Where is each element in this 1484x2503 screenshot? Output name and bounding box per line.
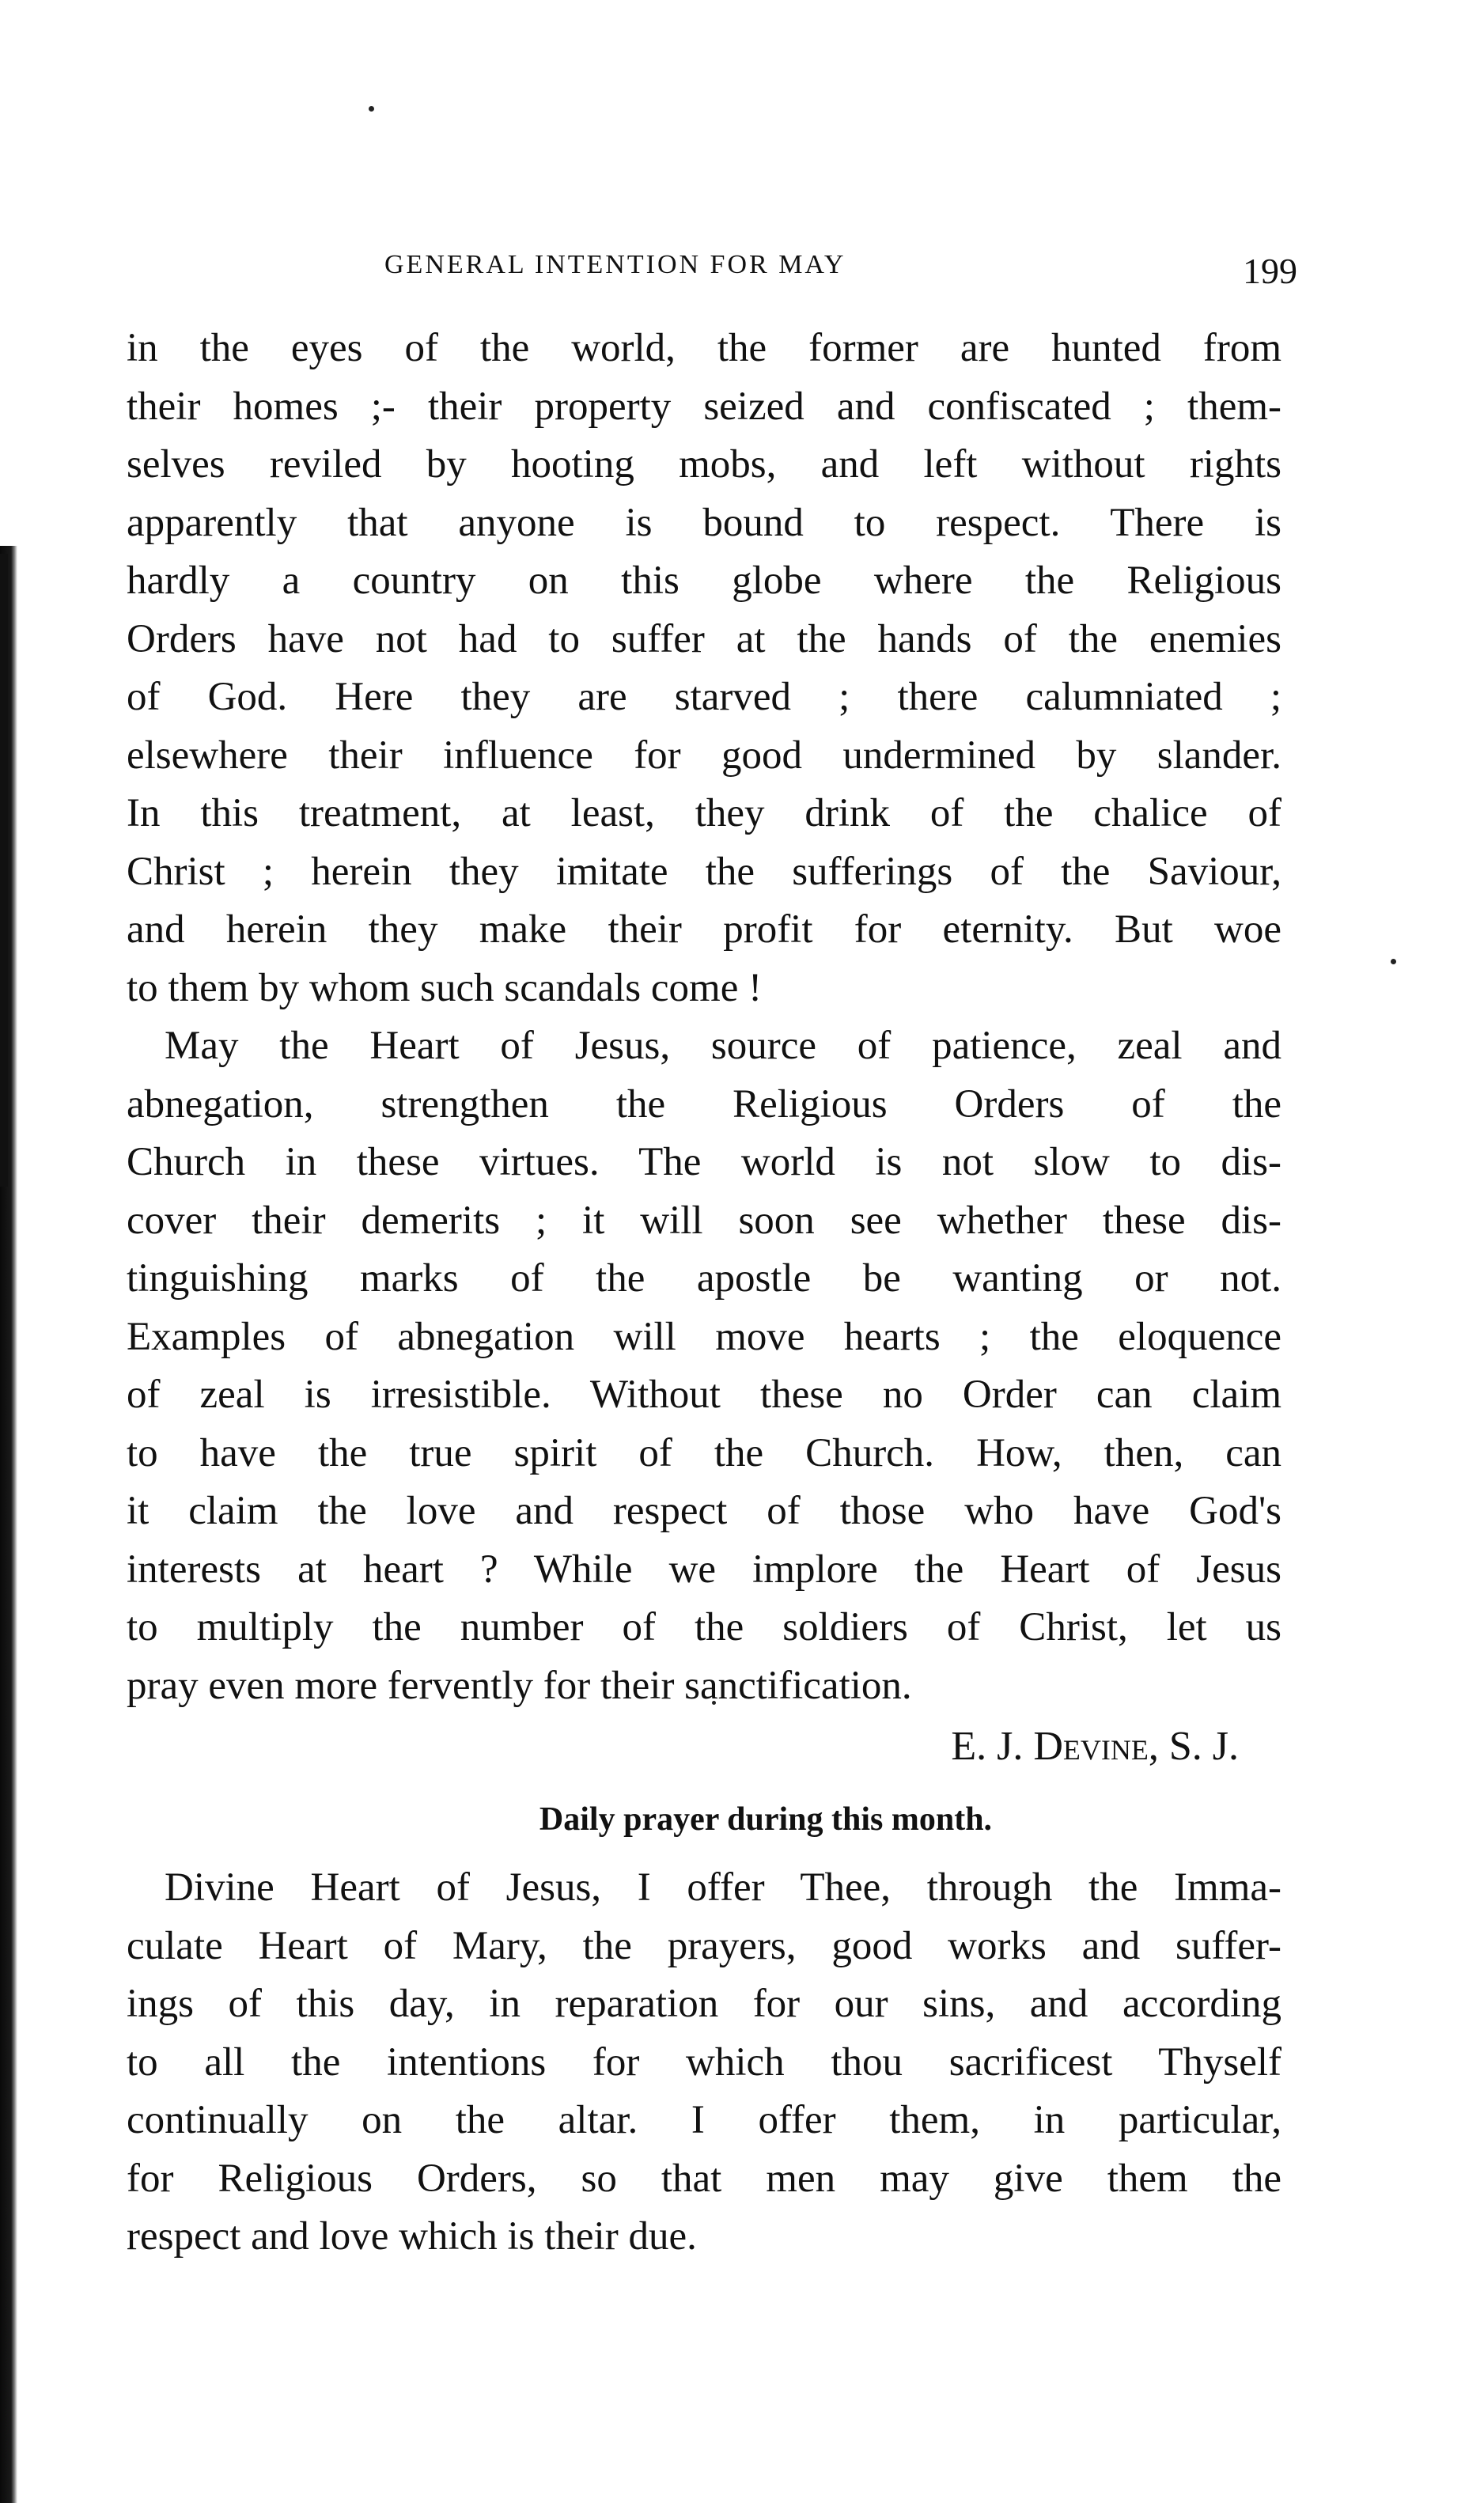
text-line: respect and love which is their due. bbox=[127, 2214, 697, 2259]
text-line: of zeal is irresistible. Without these no Order can claim bbox=[127, 1373, 1281, 1417]
text-line: and herein they make their profit for eternity. But woe bbox=[127, 907, 1281, 952]
text-line: tinguishing marks of the apostle be wanting or not. bbox=[127, 1256, 1281, 1301]
text-line: their homes ;- their property seized and confiscated ; them- bbox=[127, 384, 1281, 429]
paper-speck bbox=[1391, 959, 1396, 964]
running-header bbox=[127, 250, 1297, 297]
text-line: to have the true spirit of the Church. How, then, can bbox=[127, 1430, 1281, 1475]
text-line: culate Heart of Mary, the prayers, good works and suffer- bbox=[127, 1923, 1281, 1968]
text-line: Orders have not had to suffer at the hands of the enemies bbox=[127, 616, 1281, 661]
text-line: elsewhere their influence for good undermined by slander. bbox=[127, 733, 1281, 778]
text-line: cover their demerits ; it will soon see whether these dis- bbox=[127, 1198, 1281, 1243]
text-line: to all the intentions for which thou sacrificest Thyself bbox=[127, 2039, 1281, 2085]
page-number: 199 bbox=[1243, 251, 1297, 291]
text-line: to multiply the number of the soldiers of Christ, let us bbox=[127, 1605, 1281, 1649]
text-line: ings of this day, in reparation for our sins, and according bbox=[127, 1982, 1281, 2026]
text-line: of God. Here they are starved ; there calumniated ; bbox=[127, 675, 1281, 719]
prayer-heading: Daily prayer during this month. bbox=[539, 1801, 993, 1838]
text-line: abnegation, strengthen the Religious Orders of the bbox=[127, 1081, 1281, 1127]
text-line: continually on the altar. I offer them, in particular, bbox=[127, 2098, 1281, 2142]
text-line: May the Heart of Jesus, source of patience, zeal and bbox=[165, 1024, 1281, 1068]
text-line: selves reviled by hooting mobs, and left without rights bbox=[127, 442, 1281, 487]
text-line: to them by whom such scandals come ! bbox=[127, 965, 763, 1010]
book-binding-edge bbox=[0, 554, 8, 1187]
text-line: Examples of abnegation will move hearts ; the eloquence bbox=[127, 1314, 1281, 1359]
text-line: apparently that anyone is bound to respect. There is bbox=[127, 500, 1281, 545]
text-line: hardly a country on this globe where the Religious bbox=[127, 559, 1281, 603]
text-line: In this treatment, at least, they drink of the chalice of bbox=[127, 791, 1281, 835]
signature-text: E. J. Devine, S. J. bbox=[951, 1724, 1239, 1769]
body-text bbox=[127, 320, 1281, 1715]
text-line: Church in these virtues. The world is not slow to dis- bbox=[127, 1140, 1281, 1184]
author-signature bbox=[951, 1723, 1239, 1770]
text-line: Christ ; herein they imitate the sufferings of the Saviour, bbox=[127, 849, 1281, 894]
text-line: in the eyes of the world, the former are hunted from bbox=[127, 326, 1281, 370]
text-line: interests at heart ? While we implore the Heart of Jesus bbox=[127, 1547, 1281, 1592]
prayer-text bbox=[127, 1859, 1281, 2266]
text-line: pray even more fervently for their sanctification. bbox=[127, 1663, 912, 1708]
text-line: it claim the love and respect of those who have God's bbox=[127, 1489, 1281, 1533]
text-line: for Religious Orders, so that men may give them the bbox=[127, 2156, 1281, 2201]
running-title: GENERAL INTENTION FOR MAY bbox=[384, 250, 846, 279]
text-line: Divine Heart of Jesus, I offer Thee, through the Imma- bbox=[165, 1865, 1281, 1910]
paper-speck bbox=[369, 106, 374, 112]
